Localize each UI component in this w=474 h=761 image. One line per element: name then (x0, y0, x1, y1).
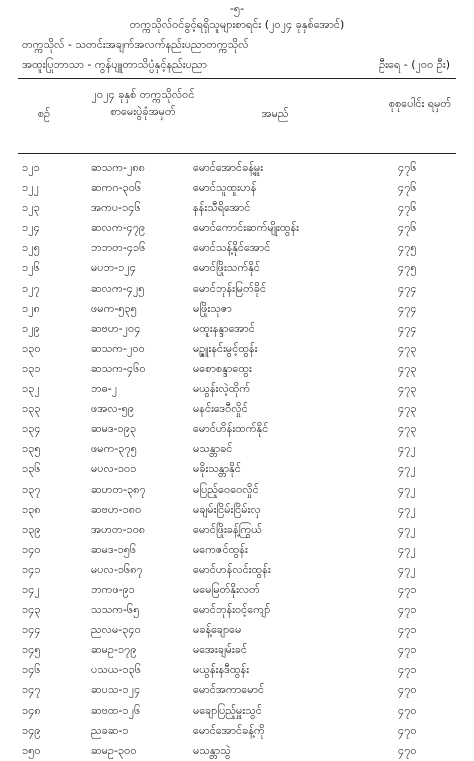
exam-code: ဆမဒ-၁၅၆ (91, 542, 137, 556)
student-name: မချောပြည့်မှူးသွင် (193, 703, 262, 717)
row-number: ၁၃၉ (22, 522, 41, 536)
row-number: ၁၄၅ (22, 643, 41, 657)
total-score: ၄၇၀ (398, 683, 417, 697)
total-score: ၄၇၄ (398, 321, 417, 335)
exam-code: ဆသက-၄၆၀ (91, 361, 146, 375)
exam-code: ဆမဒ-၁၉၃ (91, 422, 137, 436)
exam-code: မပလ-၁၀၁ (91, 462, 137, 476)
exam-code: ဆလက-၄၂၅ (91, 281, 145, 295)
total-score: ၄၇၀ (398, 743, 417, 757)
table-row (0, 299, 474, 319)
student-name: မထူးနန္ဒာအောင် (193, 321, 255, 335)
row-number: ၁၂၉ (22, 321, 40, 335)
table-row (0, 178, 474, 198)
total-score: ၄၇၂ (398, 562, 416, 576)
row-number: ၁၄၃ (22, 603, 41, 617)
exam-code: ဆလက-၄၇၉ (91, 221, 146, 235)
table-row (0, 359, 474, 379)
row-number: ၁၄၂ (22, 582, 40, 596)
student-name: မောင်သူထူးဟန် (193, 181, 257, 195)
total-score: ၄၇၅ (398, 261, 417, 275)
student-name: မောင်သန့်နိုင်အောင် (193, 241, 271, 255)
table-row (0, 439, 474, 459)
table-top-rule (18, 78, 456, 79)
table-row (0, 379, 474, 399)
student-name: မချမ်းငြိမ်းငြိမ်းလှ (193, 502, 261, 516)
row-number: ၁၃၇ (22, 482, 41, 496)
table-row (0, 600, 474, 620)
table-row (0, 238, 474, 258)
exam-code: ဆမဥ-၁၇၉ (91, 643, 137, 657)
table-row (0, 419, 474, 439)
total-score: ၄၇၆ (398, 161, 417, 174)
row-number: ၁၂၃ (22, 201, 40, 215)
total-score: ၄၇၂ (398, 542, 416, 556)
table-row (0, 500, 474, 520)
table-row (0, 560, 474, 580)
table-row (0, 741, 474, 761)
table-row (0, 640, 474, 660)
row-number: ၁၄၄ (22, 623, 41, 637)
total-score: ၄၇၃ (398, 422, 417, 436)
total-score: ၄၇၅ (398, 241, 417, 255)
student-name: မကေဇင်ထွန်း (193, 542, 248, 556)
exam-code: ဆဗထ-၁၂၆ (91, 703, 141, 717)
total-score: ၄၇၆ (398, 201, 417, 215)
exam-code: ဖမက-၃၇၅ (91, 442, 137, 456)
table-row (0, 540, 474, 560)
total-score: ၄၇၃ (398, 402, 417, 416)
row-number: ၁၃၅ (22, 442, 41, 456)
student-name: မောင်အောင်ခန့်မှူး (193, 161, 264, 174)
exam-code: ဆသက-၂၀၀ (91, 341, 145, 355)
exam-code: အကပ-၁၄၆ (91, 201, 141, 215)
table-row (0, 279, 474, 299)
exam-code: ဆပသ-၁၂၄ (91, 683, 141, 697)
table-row (0, 339, 474, 359)
total-score: ၄၇၆ (398, 181, 417, 195)
table-row (0, 218, 474, 238)
row-number: ၁၂၅ (22, 241, 40, 255)
row-number: ၁၃၀ (22, 341, 41, 355)
table-row (0, 198, 474, 218)
student-name: နန်းသီရိအောင် (193, 201, 251, 215)
student-name: မစောစန္ဒာထွေး (193, 361, 252, 375)
major-line: အထူးပြုဘာသာ - ကွန်ပျူတာသိပ္ပံနှင့်နည်းပညာ (22, 58, 207, 71)
total-score: ၄၇၄ (398, 301, 417, 315)
table-body (0, 158, 474, 761)
student-name: မခိုးသန္တာနိုင် (193, 462, 241, 476)
table-row (0, 258, 474, 278)
table-row (0, 660, 474, 680)
exam-code: ဖမက-၅၃၅ (91, 301, 137, 315)
exam-code: ဖအလ-၅၉ (91, 402, 135, 416)
total-score: ၄၇၁ (398, 663, 417, 677)
table-header-rule (18, 153, 456, 154)
row-number: ၁၃၂ (22, 382, 40, 396)
student-name: မမေမြတ်နိုးလတ် (193, 582, 260, 596)
student-name: မောင်ဘုန်းမြတ်ခိုင် (193, 281, 267, 295)
page-number: -၅- (229, 2, 245, 15)
total-score: ၄၇၄ (398, 281, 417, 295)
row-number: ၁၃၆ (22, 462, 41, 476)
row-number: ၁၄၈ (22, 703, 41, 717)
total-score: ၄၇၁ (398, 643, 417, 657)
row-number: ၁၄၁ (22, 562, 41, 576)
header-score: စုစုပေါင်း ရမှတ် (388, 97, 452, 110)
exam-code: ဆဟတ-၃၈၇ (91, 482, 146, 496)
total-score: ၄၇၁ (398, 582, 417, 596)
table-row (0, 520, 474, 540)
quota-line: ဦးရေ - (၂၀၀ ဦး) (379, 58, 450, 71)
student-name: မောင်ကောင်းဆက်မျိုးထွန်း (193, 221, 299, 235)
header-name: အမည် (261, 107, 289, 120)
table-row (0, 158, 474, 178)
total-score: ၄၇၂ (398, 502, 416, 516)
exam-code: ဆကဂ-၃၀၆ (91, 181, 142, 195)
exam-code: ဘကဖ-၉၁ (91, 582, 135, 596)
student-name: မောင်ဟိန်းထက်နိုင် (193, 422, 269, 436)
student-name: မောင်ဘုန်းဝင့်ကျော် (193, 603, 271, 617)
row-number: ၁၃၁ (22, 361, 41, 375)
table-row (0, 319, 474, 339)
table-row (0, 480, 474, 500)
student-name: မသန္တာခင် (193, 442, 233, 456)
exam-code: အဟတ-၁၀၈ (91, 522, 146, 536)
exam-code: မပလ-၁၆၈၇ (91, 562, 143, 576)
student-name: မောင်ဖြိုးခန့်ကြွယ် (193, 522, 262, 536)
exam-code: ဘဓ-၂ (91, 382, 118, 396)
total-score: ၄၇၁ (398, 603, 417, 617)
table-row (0, 399, 474, 419)
total-score: ၄၇၁ (398, 623, 417, 637)
total-score: ၄၇၃ (398, 382, 417, 396)
row-number: ၁၃၄ (22, 422, 41, 436)
row-number: ၁၂၁ (22, 161, 40, 174)
total-score: ၄၇၆ (398, 221, 417, 235)
student-name: မအေးချမ်းခင် (193, 643, 248, 657)
table-row (0, 701, 474, 721)
student-name: မပြည့်ဝေဝေလှိုင် (193, 482, 259, 496)
total-score: ၄၇၂ (398, 482, 416, 496)
student-name: မောင်အောင်ခန့်ကို (193, 723, 265, 737)
total-score: ၄၇၃ (398, 361, 417, 375)
row-number: ၁၂၂ (22, 181, 39, 195)
row-number: ၁၂၆ (22, 261, 40, 275)
header-no: စဉ် (37, 107, 51, 120)
exam-code: သသက-၆၅ (91, 603, 140, 617)
exam-code: မပဘ-၁၂၄ (91, 261, 136, 275)
exam-code: ဘဘတ-၄၁၆ (91, 241, 146, 255)
student-name: မောင်အကာမောင် (193, 683, 265, 697)
table-row (0, 680, 474, 700)
total-score: ၄၇၂ (398, 442, 416, 456)
university-line: တက္ကသိုလ် - သတင်းအချက်အလက်နည်းပညာတက္ကသိုလ် (22, 38, 249, 51)
exam-code: ဆဗဟ-၂၀၄ (91, 321, 141, 335)
student-name: မခန့်ချောမေ (193, 623, 242, 637)
row-number: ၁၅၀ (22, 743, 41, 757)
row-number: ၁၄၀ (22, 542, 41, 556)
student-name: မဉ္ဇူးနင်းမွင့်ထွန်း (193, 341, 258, 355)
table-row (0, 620, 474, 640)
row-number: ၁၂၄ (22, 221, 40, 235)
row-number: ၁၃၃ (22, 402, 41, 416)
student-name: မယွန်းလဲ့ထိုက် (193, 382, 251, 396)
total-score: ၄၇၃ (398, 341, 417, 355)
row-number: ၁၄၉ (22, 723, 41, 737)
exam-code: ဆဗဟ-၁၈၀ (91, 502, 142, 516)
student-name: မောင်ဟန်လင်းထွန်း (193, 562, 271, 576)
total-score: ၄၇၀ (398, 703, 417, 717)
student-name: မဖြိုးသုဇာ (193, 301, 232, 315)
exam-code: ညခဆ-၁ (91, 723, 129, 737)
exam-code: ညလမ-၃၄၀ (91, 623, 141, 637)
row-number: ၁၃၈ (22, 502, 41, 516)
total-score: ၄၇၂ (398, 522, 416, 536)
student-name: မသန္တာသွဲ (193, 743, 231, 757)
row-number: ၁၄၇ (22, 683, 41, 697)
exam-code: ဆမဥ-၃၀၀ (91, 743, 137, 757)
row-number: ၁၂၈ (22, 301, 40, 315)
total-score: ၄၇၂ (398, 462, 416, 476)
table-row (0, 721, 474, 741)
table-row (0, 459, 474, 479)
student-name: မနင်းဒေဝီလှိုင် (193, 402, 248, 416)
row-number: ၁၂၇ (22, 281, 40, 295)
student-name: မောင်ဖြိုးသက်နိုင် (193, 261, 260, 275)
exam-code: ပသယ-၁၃၆ (91, 663, 142, 677)
student-name: မယွန်းနဒီထွန်း (193, 663, 249, 677)
row-number: ၁၄၆ (22, 663, 41, 677)
document-title: တက္ကသိုလ်ဝင်ခွင့်ရရှိသူများစာရင်း (၂၀၂၄ ခုနှစ်အောင်) (129, 18, 345, 31)
table-row (0, 580, 474, 600)
exam-code: ဆသက-၂၈၈ (91, 161, 145, 174)
header-exam-code: ၂၀၂၄ ခုနှစ် တက္ကသိုလ်ဝင် စာမေးပွဲခုံအမှတ် (91, 88, 195, 118)
total-score: ၄၇၀ (398, 723, 417, 737)
